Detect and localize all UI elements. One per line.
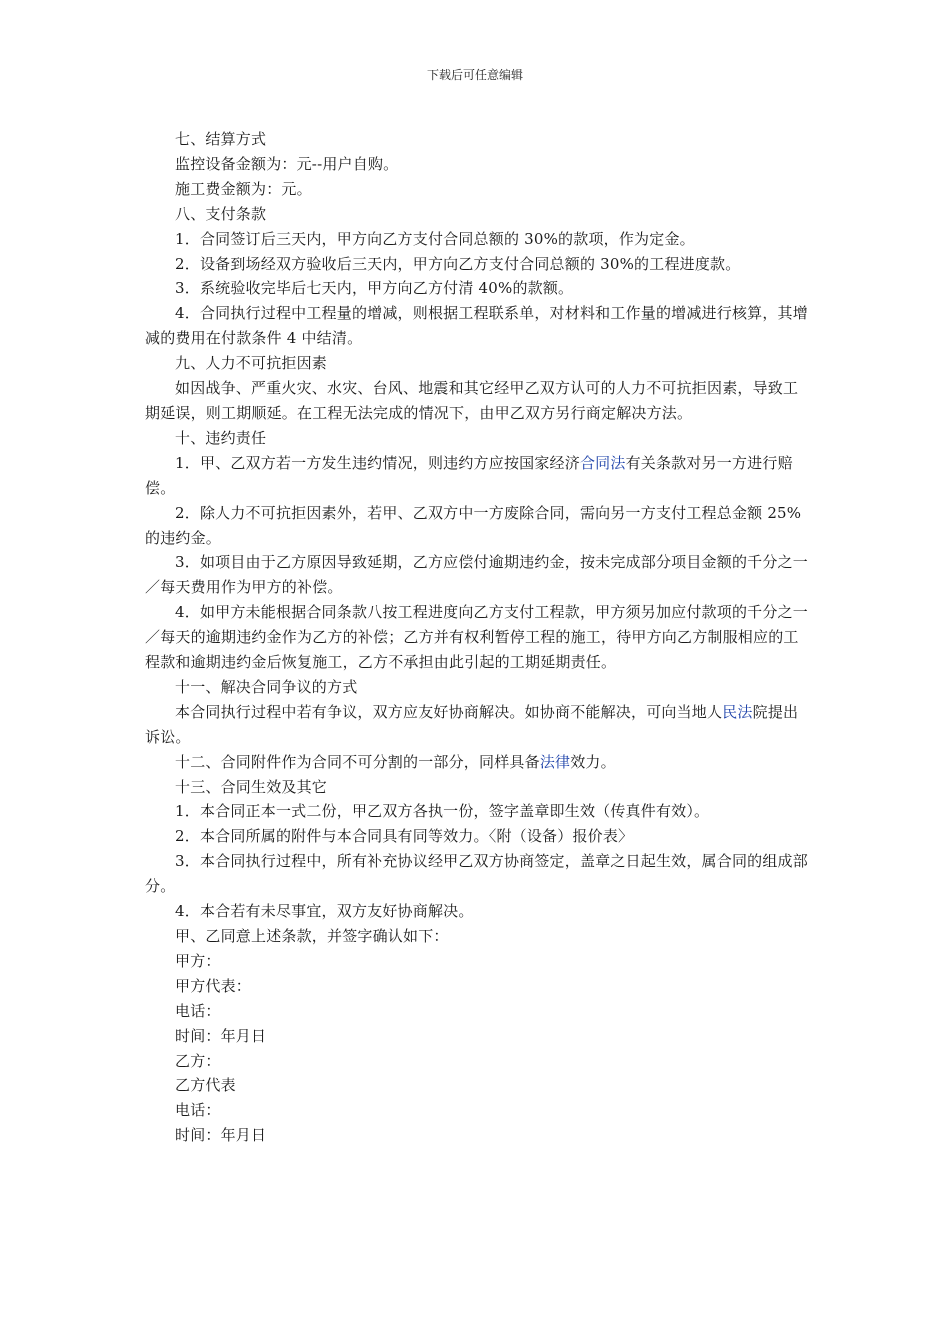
effect-clause-3: 3．本合同执行过程中，所有补充协议经甲乙双方协商签定，盖章之日起生效，属合同的组成部分。 [145, 852, 808, 896]
contract-body [145, 127, 810, 1148]
section-heading-breach: 十、违约责任 [175, 428, 267, 447]
dispute-text-pre: 本合同执行过程中若有争议，双方应友好协商解决。如协商不能解决，可向当地人 [175, 702, 723, 721]
payment-clause-1: 1．合同签订后三天内，甲方向乙方支付合同总额的 30%的款项，作为定金。 [175, 229, 695, 248]
section-heading-payment: 八、支付条款 [175, 204, 267, 223]
construction-fee-line: 施工费金额为：元。 [175, 179, 312, 198]
party-b-rep-label: 乙方代表 [175, 1076, 236, 1095]
section-heading-force-majeure: 九、人力不可抗拒因素 [175, 354, 328, 373]
party-b-label: 乙方： [175, 1051, 221, 1070]
contract-law-link[interactable]: 合同法 [579, 453, 626, 472]
force-majeure-text: 如因战争、严重火灾、水灾、台风、地震和其它经甲乙双方认可的人力不可抗拒因素，导致工期延误，则工期顺延。在工程无法完成的情况下，由甲乙双方另行商定解决方法。 [145, 379, 799, 422]
effect-clause-4: 4．本合若有未尽事宜，双方友好协商解决。 [175, 902, 474, 921]
breach-clause-3: 3．如项目由于乙方原因导致延期，乙方应偿付逾期违约金，按未完成部分项目金额的千分之一／每天费用作为甲方的补偿。 [145, 553, 808, 597]
breach-clause-1 [145, 451, 810, 501]
section-heading-settlement: 七、结算方式 [175, 130, 267, 148]
law-link[interactable]: 法律 [539, 752, 571, 771]
section-heading-dispute: 十一、解决合同争议的方式 [175, 677, 358, 696]
breach-clause-2: 2．除人力不可抗拒因素外，若甲、乙双方中一方废除合同，需向另一方支付工程总金额 25%的违约金。 [145, 503, 802, 547]
section-heading-effect: 十三、合同生效及其它 [175, 777, 328, 796]
agreement-statement: 甲、乙同意上述条款，并签字确认如下： [175, 927, 449, 945]
annex-clause-post: 效力。 [570, 752, 616, 771]
annex-clause-pre: 十二、合同附件作为合同不可分割的一部分，同样具备 [175, 752, 540, 771]
breach-clause-4: 4．如甲方未能根据合同条款八按工程进度向乙方支付工程款，甲方须另加应付款项的千分之一／每天的逾期违约金作为乙方的补偿；乙方并有权利暂停工程的施工，待甲方向乙方制服相应的工程款和逾期违约金后恢复施工，乙方不承担由此引起的工期延期责任。 [145, 603, 808, 672]
dispute-text [145, 700, 810, 750]
payment-clause-4: 4．合同执行过程中工程量的增减，则根据工程联系单，对材料和工作量的增减进行核算，其增减的费用在付款条件 4 中结清。 [145, 304, 808, 348]
party-a-date-label: 时间：年月日 [175, 1026, 267, 1045]
civil-law-link[interactable]: 民法 [722, 702, 753, 721]
party-b-phone-label: 电话： [175, 1101, 221, 1120]
breach-clause-1-pre: 1．甲、乙双方若一方发生违约情况，则违约方应按国家经济 [175, 453, 580, 472]
page-header: 下载后可任意编辑 [426, 68, 523, 82]
party-a-phone-label: 电话： [175, 1001, 221, 1020]
party-b-date-label: 时间：年月日 [175, 1126, 267, 1145]
effect-clause-2: 2．本合同所属的附件与本合同具有同等效力。〈附（设备）报价表〉 [175, 827, 634, 846]
payment-clause-3: 3．系统验收完毕后七天内，甲方向乙方付清 40%的款额。 [175, 279, 574, 298]
party-a-label: 甲方： [175, 951, 221, 970]
dispute-text-post: 院提出诉讼。 [145, 702, 799, 746]
breach-clause-1-post: 有关条款对另一方进行赔偿。 [145, 453, 793, 497]
annex-clause [145, 750, 810, 775]
party-a-rep-label: 甲方代表： [175, 976, 252, 995]
payment-clause-2: 2．设备到场经双方验收后三天内，甲方向乙方支付合同总额的 30%的工程进度款。 [175, 254, 741, 273]
effect-clause-1: 1．本合同正本一式二份，甲乙双方各执一份，签字盖章即生效（传真件有效）。 [175, 802, 710, 821]
equipment-amount-line: 监控设备金额为：元--用户自购。 [175, 154, 399, 173]
